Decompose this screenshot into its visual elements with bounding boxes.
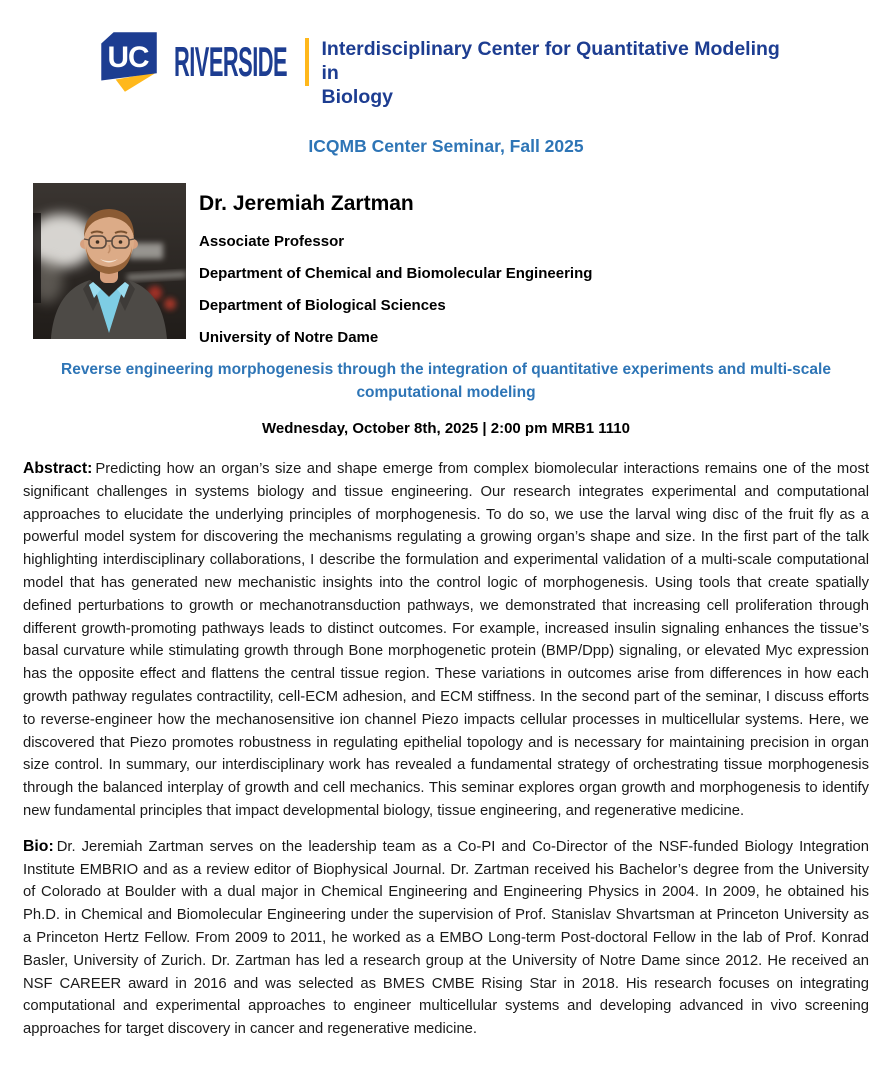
abstract-text: Predicting how an organ’s size and shape emerge from complex biomolecular interactions remains one of the most significant challenges in systems biology and tissue engineering. Our research integrates experimental and computational approaches to elucidate the underlying principles of morphogenesis. To do so, we use the larval wing disc of the fruit fly as a powerful model system for discovering the mechanisms regulating a growing organ’s shape and size. In the first part of the talk highlighting interdisciplinary collaborations, I describe the formulation and experimental validation of a multi-scale computational model that has generated new mechanistic insights into the control logic of morphogenesis. Using tools that create spatially defined perturbations to growth or mechanotransduction pathways, we demonstrated that increasing cell proliferation through different growth-promoting pathways leads to distinct outcomes. For example, increased insulin signaling enhances the tissue’s basal curvature while stimulating growth through Bone morphogenetic protein (BMP/Dpp) signaling, or elevated Myc expression has the opposite effect and flattens the central tissue region. These variations in outcomes arise from differences in how each growth pathway regulates contractility, cell-ECM adhesion, and ECM stiffness. In the second part of the seminar, I discuss efforts to reverse-engineer how the mechanosensitive ion channel Piezo impacts cellular processes in multicellular systems. Here, we discovered that Piezo promotes robustness in regulating epithelial topology and is necessary for maintaining precision in organ size control. In summary, our interdisciplinary work has revealed a fundamental strategy of orchestrating tissue morphogenesis through the balanced interplay of growth and cell mechanics. This seminar explores organ growth and morphogenesis to identify new fundamental principles that impact developmental biology, tissue engineering, and regenerative medicine. [23, 461, 869, 819]
speaker-department-1: Department of Chemical and Biomolecular Engineering [199, 265, 593, 282]
speaker-position: Associate Professor [199, 233, 345, 250]
abstract-label: Abstract: [23, 460, 93, 477]
speaker-university: University of Notre Dame [199, 329, 379, 346]
speaker-info [199, 183, 592, 346]
speaker-name: Dr. Jeremiah Zartman [199, 192, 414, 215]
uc-monogram-icon [91, 28, 165, 96]
talk-title: Reverse engineering morphogenesis through the integration of quantitative experiments and multi-scale computational modeling [61, 361, 831, 401]
svg-text:UC: UC [107, 41, 148, 75]
seminar-series-heading: ICQMB Center Seminar, Fall 2025 [308, 136, 584, 156]
bio-label: Bio: [23, 837, 54, 855]
talk-datetime-location: Wednesday, October 8th, 2025 | 2:00 pm MRB1 1110 [262, 420, 630, 437]
logo-divider [305, 38, 309, 86]
center-name-line2: Biology [321, 86, 393, 108]
center-name [322, 28, 802, 109]
speaker-section [23, 183, 869, 346]
center-name-line1: Interdisciplinary Center for Quantitative Modeling in [321, 38, 780, 84]
abstract-paragraph [23, 458, 869, 823]
bio-paragraph [23, 836, 869, 1041]
ucr-wordmark: RIVERSIDE [173, 38, 287, 85]
ucr-logo-lockup [23, 28, 869, 108]
bio-text: Dr. Jeremiah Zartman serves on the leadership team as a Co-PI and Co-Director of the NSF-funded Biology Integration Institute EMBRIO and as a review editor of Biophysical Journal. Dr. Zartman received his Bachelor’s degree from the University of Colorado at Boulder with a dual major in Chemical Engineering and Engineering Physics in 2004. In 2009, he obtained his Ph.D. in Chemical and Biomolecular Engineering under the supervision of Prof. Stanislav Shvartsman at Princeton University as a Princeton Hertz Fellow. From 2009 to 2011, he worked as a EMBO Long-term Post-doctoral Fellow in the lab of Prof. Konrad Basler, University of Zurich. Dr. Zartman has led a research group at the University of Notre Dame since 2012. He received an NSF CAREER award in 2016 and was selected as BMES CMBE Rising Star in 2018. His research focuses on integrating computational and experimental approaches to engineer multicellular systems and developing advanced in vivo screening approaches for target discovery in cancer and regenerative medicine. [23, 838, 869, 1038]
speaker-photo [33, 183, 186, 339]
speaker-department-2: Department of Biological Sciences [199, 297, 446, 314]
